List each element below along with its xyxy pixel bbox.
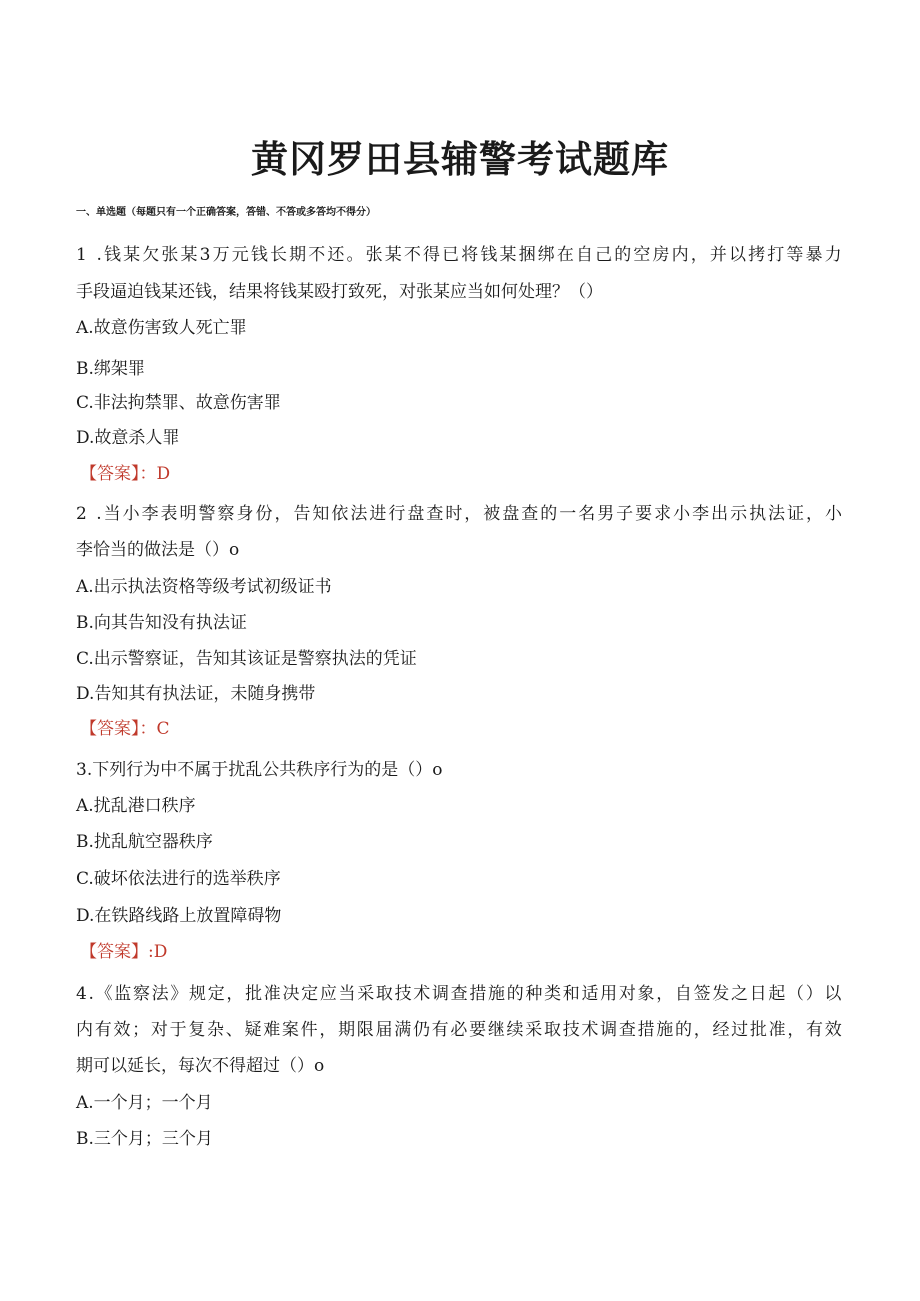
question-4-line-2: 内 有 效 ； 对 于 复 杂 、 疑 难 案 件 ， 期 限 届 满 仍 有 必 要 继 续 采 取 技 术 调 查 措 施 的 ， 经 过 批 准 ， 有 效 bbox=[76, 1020, 842, 1040]
question-1-line-1: 1 . 钱 某 欠 张 某 3 万 元 钱 长 期 不 还 。 张 某 不 得 已 将 钱 某 捆 绑 在 自 己 的 空 房 内 ， 并 以 拷 打 等 暴 力 bbox=[76, 245, 842, 265]
document-title: 黄冈罗田县辅警考试题库 bbox=[251, 138, 669, 181]
question-3-option-d: D.在铁路线路上放置障碍物 bbox=[76, 906, 282, 926]
question-1-option-b: B.绑架罪 bbox=[76, 359, 145, 379]
question-2-option-a: A.出示执法资格等级考试初级证书 bbox=[76, 577, 332, 597]
question-2-line-1: 2 . 当 小 李 表 明 警 察 身 份 ， 告 知 依 法 进 行 盘 查 时 ， 被 盘 查 的 一 名 男 子 要 求 小 李 出 示 执 法 证 ， 小 bbox=[76, 504, 842, 524]
question-1-option-a: A.故意伤害致人死亡罪 bbox=[76, 318, 247, 338]
question-1-option-d: D.故意杀人罪 bbox=[76, 428, 180, 448]
question-2-answer bbox=[80, 715, 170, 743]
answer-label: 【答案】 bbox=[80, 464, 140, 484]
question-2-option-c: C.出示警察证，告知其该证是警察执法的凭证 bbox=[76, 649, 417, 669]
question-3-option-b: B.扰乱航空器秩序 bbox=[76, 832, 213, 852]
answer-value: :D bbox=[148, 942, 168, 962]
section-heading: 一、单选题（每题只有一个正确答案，答错、不答或多答均不得分） bbox=[76, 207, 376, 218]
question-2-line-2: 李恰当的做法是（）o bbox=[76, 540, 240, 560]
question-3-option-a: A.扰乱港口秩序 bbox=[76, 796, 196, 816]
question-4-line-3: 期可以延长，每次不得超过（）o bbox=[76, 1056, 325, 1076]
question-2-option-d: D.告知其有执法证，未随身携带 bbox=[76, 684, 316, 704]
question-3-answer bbox=[80, 938, 167, 966]
answer-value: ：C bbox=[139, 719, 170, 739]
question-4-line-1: 4 . 《 监 察 法 》 规 定 ， 批 准 决 定 应 当 采 取 技 术 调 查 措 施 的 种 类 和 适 用 对 象 ， 自 签 发 之 日 起 （ ） 以 bbox=[76, 984, 842, 1004]
question-4-option-b: B.三个月；三个月 bbox=[76, 1129, 213, 1149]
question-4-option-a: A.一个月；一个月 bbox=[76, 1093, 213, 1113]
question-1-line-2: 手段逼迫钱某还钱，结果将钱某殴打致死，对张某应当如何处理？（） bbox=[76, 282, 603, 302]
question-2-option-b: B.向其告知没有执法证 bbox=[76, 613, 247, 633]
answer-label: 【答案】 bbox=[80, 719, 140, 739]
answer-label: 【答案】 bbox=[80, 942, 148, 962]
question-3-option-c: C.破坏依法进行的选举秩序 bbox=[76, 869, 281, 889]
question-3-line-1: 3.下列行为中不属于扰乱公共秩序行为的是（）o bbox=[76, 760, 443, 780]
question-1-answer bbox=[80, 460, 170, 488]
answer-value: ：D bbox=[139, 464, 171, 484]
question-1-option-c: C.非法拘禁罪、故意伤害罪 bbox=[76, 393, 281, 413]
